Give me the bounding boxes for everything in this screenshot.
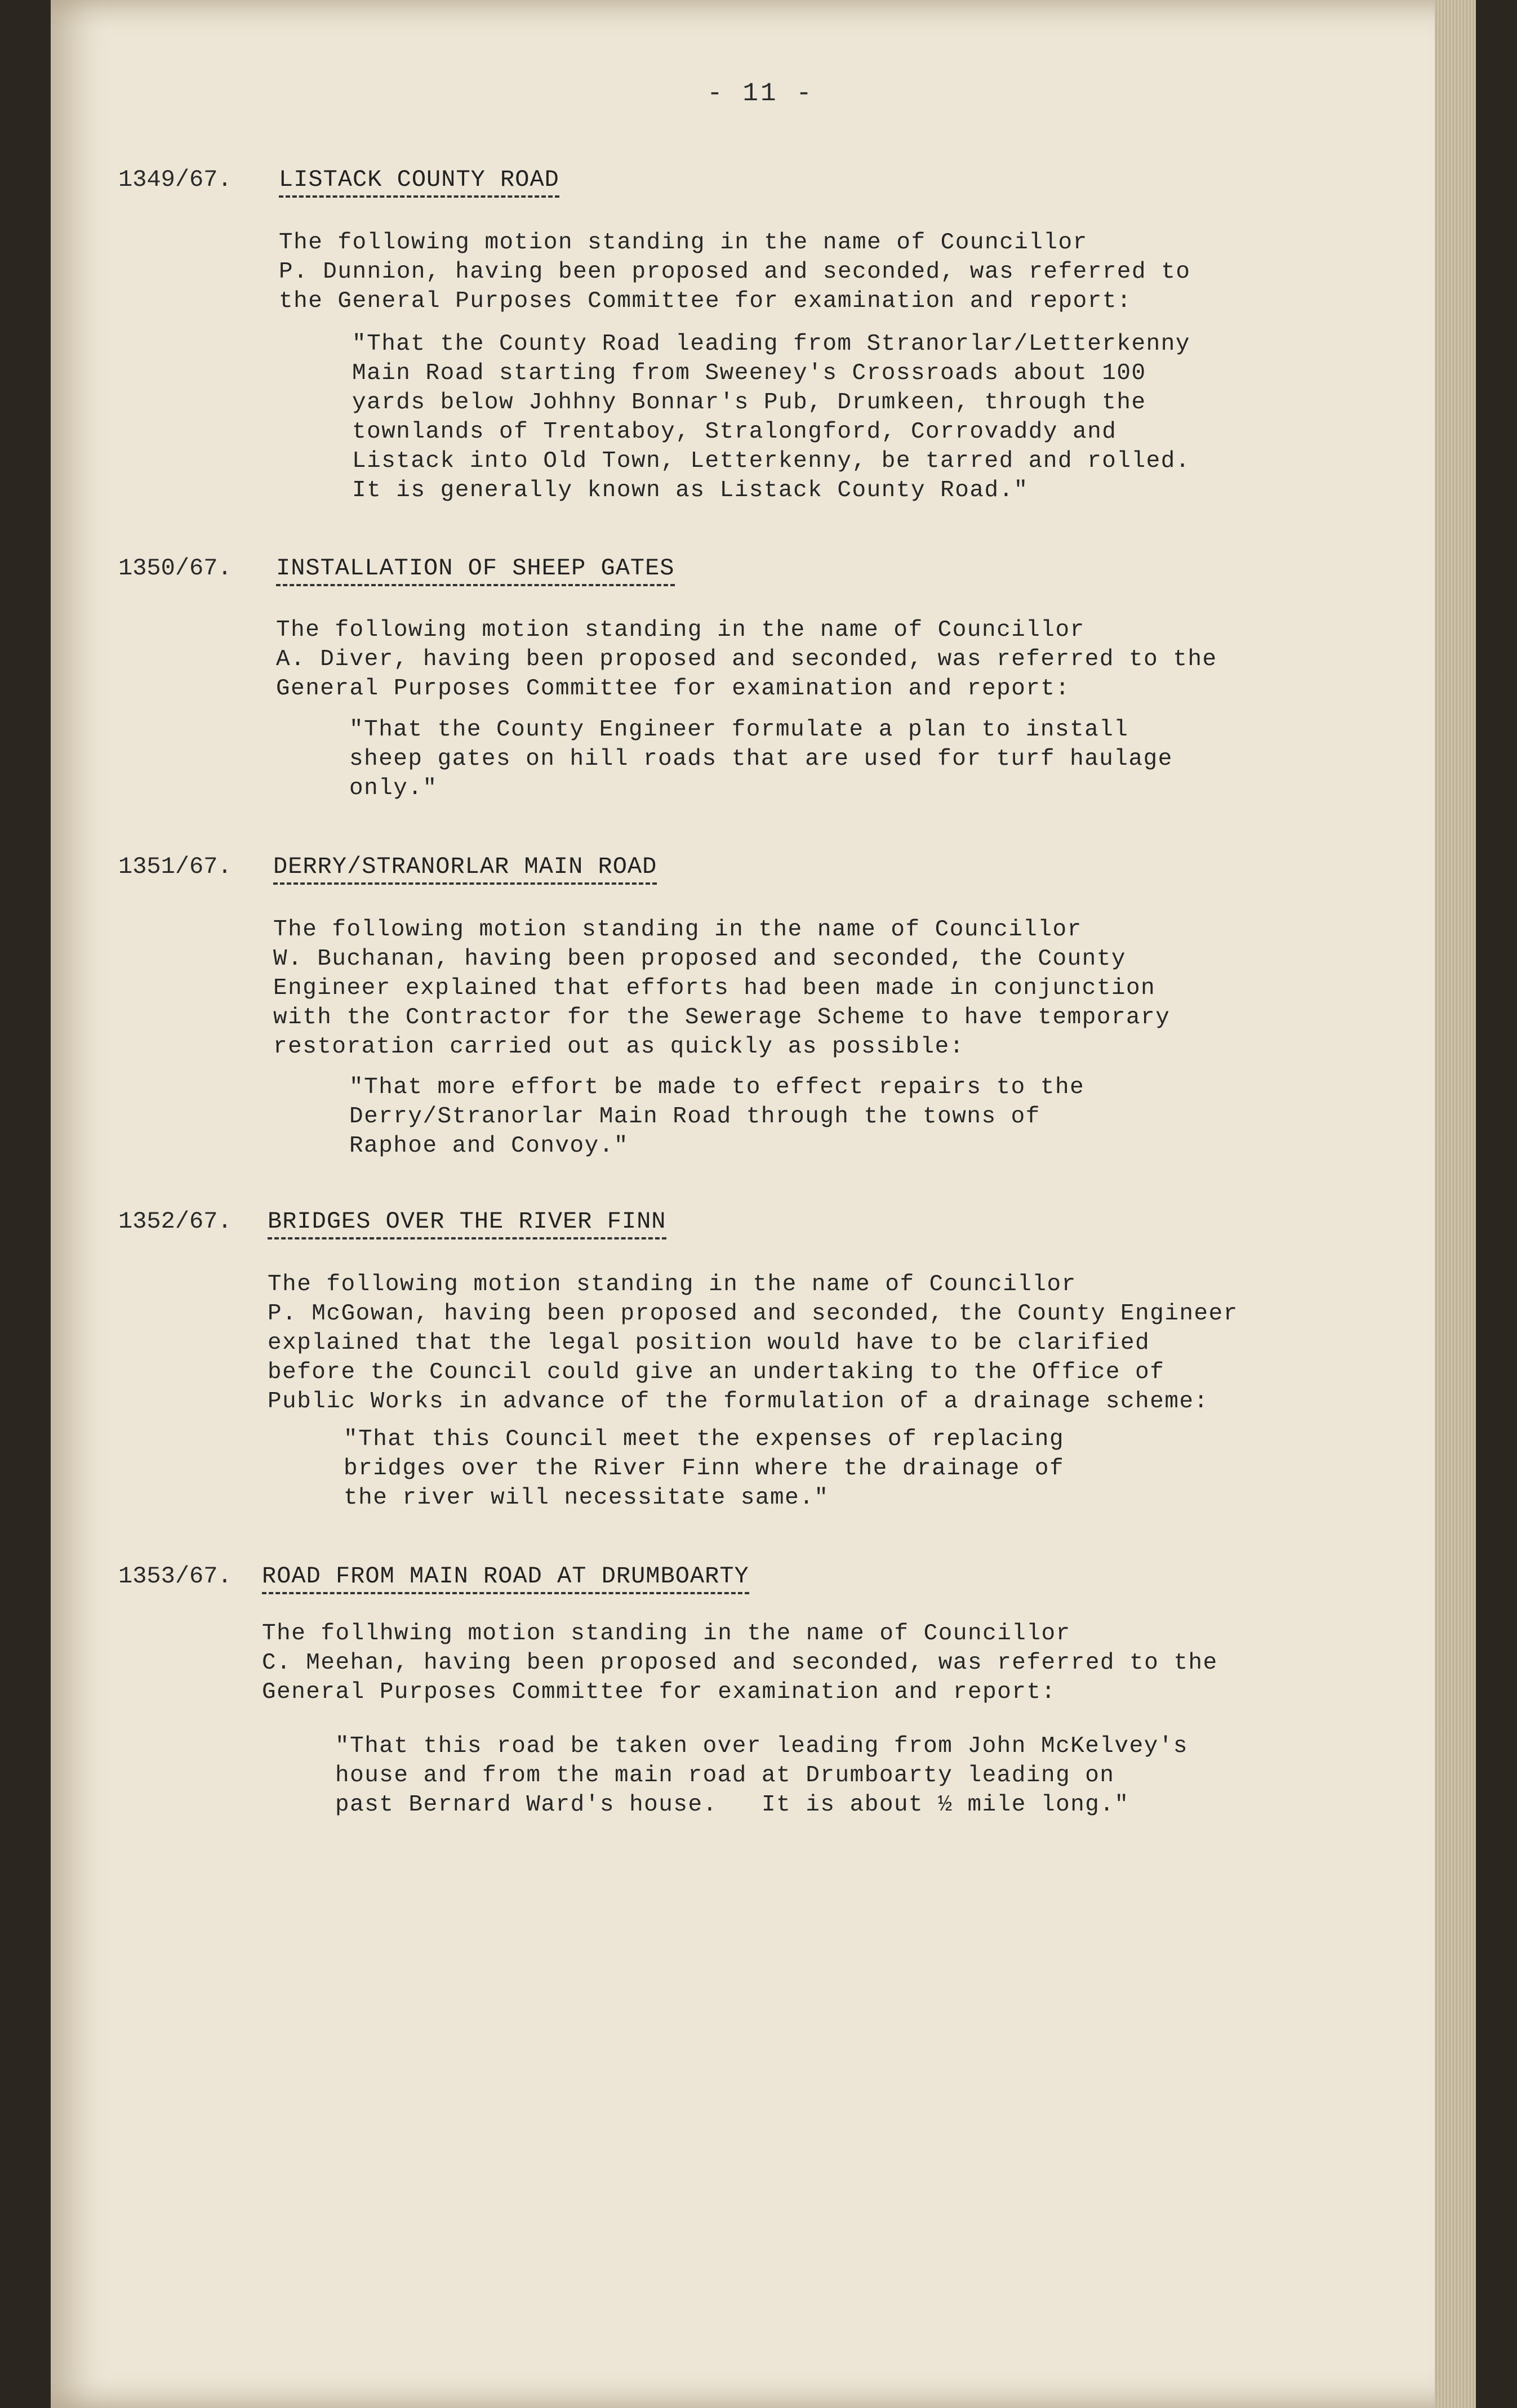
page-edge (1435, 0, 1476, 2408)
item-number: 1353/67. (118, 1563, 232, 1590)
document-page (51, 0, 1476, 2408)
item-quote: "That this Council meet the expenses of replacing bridges over the River Finn where the drainage of the river will necessitate same." (344, 1426, 1065, 1511)
item-number: 1352/67. (118, 1208, 232, 1235)
item-heading: BRIDGES OVER THE RIVER FINN (268, 1208, 666, 1239)
item-quote: "That this road be taken over leading from John McKelvey's house and from the main road at Drumboarty leading on past Bernard Ward's house. It is about ½ mile long." (335, 1733, 1189, 1818)
item-number: 1349/67. (118, 166, 232, 193)
item-quote: "That the County Engineer formulate a plan to install sheep gates on hill roads that are used for turf haulage only." (349, 717, 1173, 801)
item-number: 1350/67. (118, 555, 232, 582)
page-number: - 11 - (707, 79, 814, 108)
item-quote: "That more effort be made to effect repairs to the Derry/Stranorlar Main Road through the towns of Raphoe and Convoy." (349, 1074, 1085, 1159)
item-paragraph: The following motion standing in the name of Councillor P. Dunnion, having been proposed and seconded, was referred to the General Purposes Committee for examination and report: (279, 230, 1191, 314)
item-paragraph: The following motion standing in the name of Councillor A. Diver, having been proposed and seconded, was referred to the General Purposes Committee for examination and report: (276, 617, 1217, 702)
item-paragraph: The following motion standing in the name of Councillor W. Buchanan, having been proposed and seconded, the County Engineer explained that efforts had been made in conjunction with the Contractor for the Sewerage Scheme to have temporary restoration carried out as quickly as possible: (273, 917, 1171, 1060)
item-number: 1351/67. (118, 853, 232, 880)
item-quote: "That the County Road leading from Stranorlar/Letterkenny Main Road starting from Sweeney's Crossroads about 100 yards below Johhny Bonnar's Pub, Drumkeen, through the townlands of Trentaboy, Stralongford, Corrovaddy and Listack into Old Town, Letterkenny, be tarred and rolled. It is generally known as Listack County Road." (352, 331, 1190, 503)
item-heading: LISTACK COUNTY ROAD (279, 166, 559, 198)
item-paragraph: The follhwing motion standing in the name of Councillor C. Meehan, having been proposed and seconded, was referred to the General Purposes Committee for examination and report: (262, 1621, 1218, 1705)
item-heading: DERRY/STRANORLAR MAIN ROAD (273, 853, 657, 885)
item-heading: ROAD FROM MAIN ROAD AT DRUMBOARTY (262, 1563, 749, 1594)
item-paragraph: The following motion standing in the name of Councillor P. McGowan, having been proposed and seconded, the County Engineer explained that the legal position would have to be clarified before the Council could give an undertaking to the Office of Public Works in advance of the formulation of a drainage scheme: (268, 1272, 1238, 1415)
item-heading: INSTALLATION OF SHEEP GATES (276, 555, 675, 586)
